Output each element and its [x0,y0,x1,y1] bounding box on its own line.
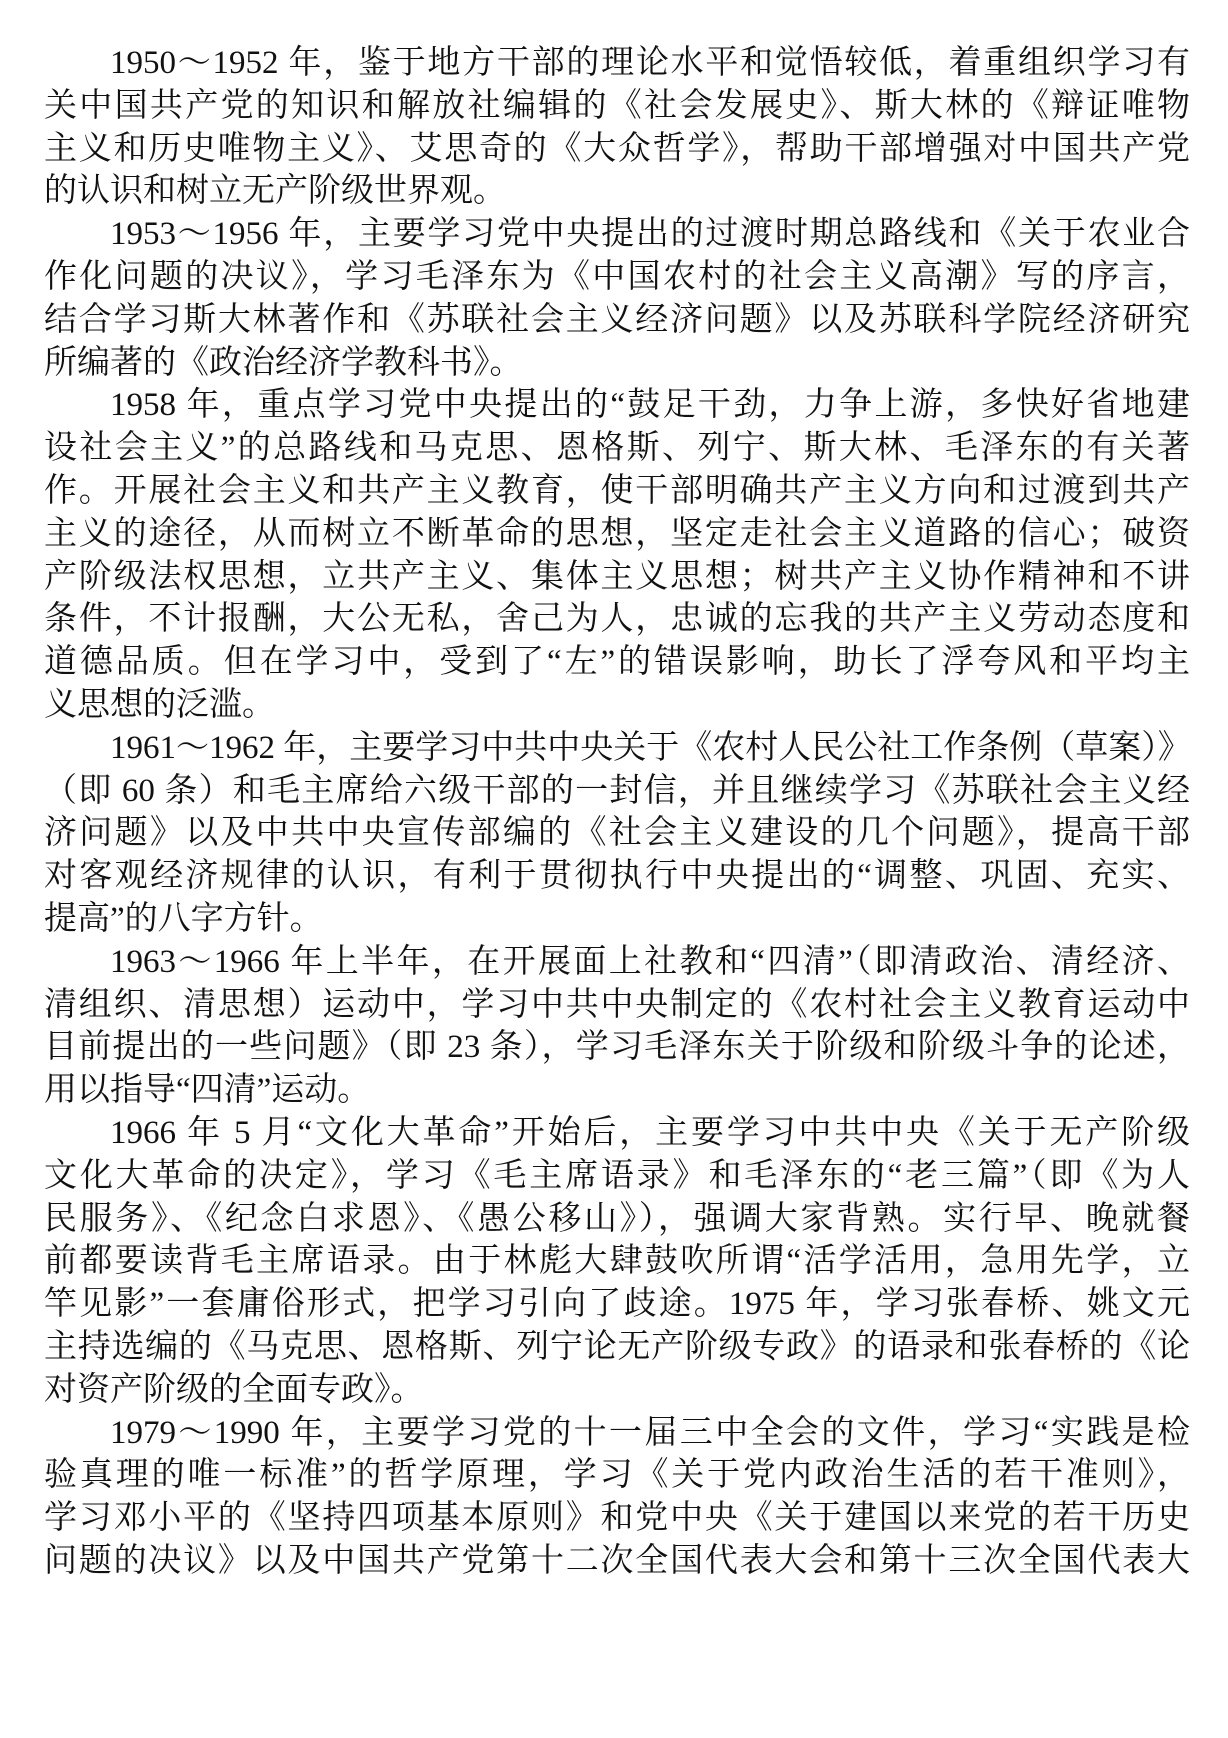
text-line: 主义的途径，从而树立不断革命的思想，坚定走社会主义道路的信心；破资 [44,515,1190,552]
text-line: 1961～1962 年，主要学习中共中央关于《农村人民公社工作条例（草案）》 [110,729,1191,766]
text-line: 的认识和树立无产阶级世界观。 [44,173,506,210]
text-line: 1958 年，重点学习党中央提出的“鼓足干劲，力争上游，多快好省地建 [110,387,1190,424]
text-line: 目前提出的一些问题》（即 23 条），学习毛泽东关于阶级和阶级斗争的论述， [44,1029,1190,1066]
text-line: 1950～1952 年，鉴于地方干部的理论水平和觉悟较低，着重组织学习有 [110,45,1190,81]
text-line: 1953～1956 年，主要学习党中央提出的过渡时期总路线和《关于农业合 [110,216,1190,253]
document-page [44,42,1190,1583]
paragraph [44,384,1190,726]
text-line: 条件，不计报酬，大公无私，舍己为人，忠诚的忘我的共产主义劳动态度和 [44,601,1190,638]
text-line: 对客观经济规律的认识，有利于贯彻执行中央提出的“调整、巩固、充实、 [44,858,1190,895]
text-line: 验真理的唯一标准”的哲学原理，学习《关于党内政治生活的若干准则》， [44,1457,1190,1494]
text-line: 1966 年 5 月“文化大革命”开始后，主要学习中共中央《关于无产阶级 [110,1114,1190,1151]
text-line: 所编著的《政治经济学教科书》。 [44,344,523,381]
text-line: 作化问题的决议》，学习毛泽东为《中国农村的社会主义高潮》写的序言， [44,258,1190,295]
text-line: 文化大革命的决定》，学习《毛主席语录》和毛泽东的“老三篇”（即《为人 [44,1157,1190,1194]
text-line: 1979～1990 年，主要学习党的十一届三中全会的文件，学习“实践是检 [110,1414,1190,1451]
text-line: 民服务》、《纪念白求恩》、《愚公移山》），强调大家背熟。实行早、晚就餐 [44,1200,1190,1237]
text-line: 竿见影”一套庸俗形式，把学习引向了歧途。1975 年，学习张春桥、姚文元 [44,1286,1190,1323]
text-line: 关中国共产党的知识和解放社编辑的《社会发展史》、斯大林的《辩证唯物 [44,87,1190,124]
text-line: （即 60 条）和毛主席给六级干部的一封信，并且继续学习《苏联社会主义经 [44,772,1190,809]
text-line: 产阶级法权思想，立共产主义、集体主义思想；树共产主义协作精神和不讲 [44,558,1190,595]
text-line: 主持选编的《马克思、恩格斯、列宁论无产阶级专政》的语录和张春桥的《论 [44,1328,1190,1365]
text-line: 主义和历史唯物主义》、艾思奇的《大众哲学》，帮助干部增强对中国共产党 [44,130,1190,167]
text-line: 济问题》以及中共中央宣传部编的《社会主义建设的几个问题》，提高干部 [44,815,1190,852]
text-line: 用以指导“四清”运动。 [44,1072,371,1109]
text-line: 设社会主义”的总路线和马克思、恩格斯、列宁、斯大林、毛泽东的有关著 [44,430,1190,467]
text-line: 结合学习斯大林著作和《苏联社会主义经济问题》以及苏联科学院经济研究 [44,301,1190,338]
paragraph [44,42,1190,213]
paragraph [44,941,1190,1112]
paragraph [44,1412,1190,1583]
text-line: 清组织、清思想）运动中，学习中共中央制定的《农村社会主义教育运动中 [44,986,1190,1023]
text-line: 1963～1966 年上半年，在开展面上社教和“四清”（即清政治、清经济、 [110,943,1190,980]
paragraph [44,1112,1190,1412]
text-line: 道德品质。但在学习中，受到了“左”的错误影响，助长了浮夸风和平均主 [44,644,1190,681]
text-line: 提高”的八字方针。 [44,900,323,937]
text-line: 义思想的泛滥。 [44,686,275,723]
text-line: 问题的决议》以及中国共产党第十二次全国代表大会和第十三次全国代表大 [44,1542,1190,1579]
paragraph [44,213,1190,384]
text-line: 前都要读背毛主席语录。由于林彪大肆鼓吹所谓“活学活用，急用先学，立 [44,1243,1190,1280]
text-line: 对资产阶级的全面专政》。 [44,1371,424,1408]
text-line: 作。开展社会主义和共产主义教育，使干部明确共产主义方向和过渡到共产 [44,472,1190,509]
text-line: 学习邓小平的《坚持四项基本原则》和党中央《关于建国以来党的若干历史 [44,1500,1190,1537]
paragraph [44,727,1190,941]
